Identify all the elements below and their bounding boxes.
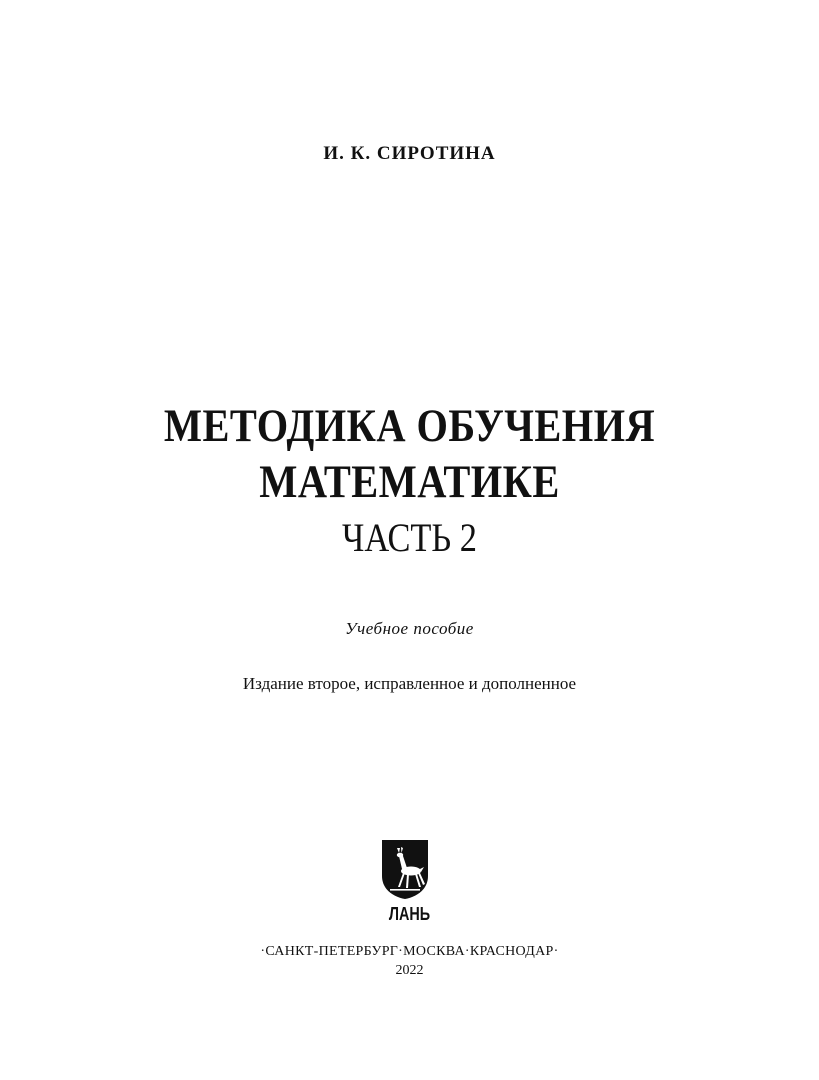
- publisher-cities: ·САНКТ-ПЕТЕРБУРГ·МОСКВА·КРАСНОДАР·: [260, 944, 559, 959]
- part-number: ЧАСТЬ 2: [341, 515, 477, 560]
- publication-year: 2022: [395, 963, 424, 978]
- book-title: [0, 398, 819, 566]
- deer-shield-logo-icon: [380, 838, 430, 900]
- edition-note: Издание второе, исправленное и дополненное: [242, 674, 577, 693]
- author-name: И. К. СИРОТИНА: [323, 143, 496, 164]
- title-line-2: МАТЕМАТИКЕ: [259, 456, 560, 508]
- publisher-logo-text: ЛАНЬ: [388, 904, 431, 924]
- book-type: Учебное пособие: [345, 619, 474, 638]
- title-line-1: МЕТОДИКА ОБУЧЕНИЯ: [163, 400, 656, 452]
